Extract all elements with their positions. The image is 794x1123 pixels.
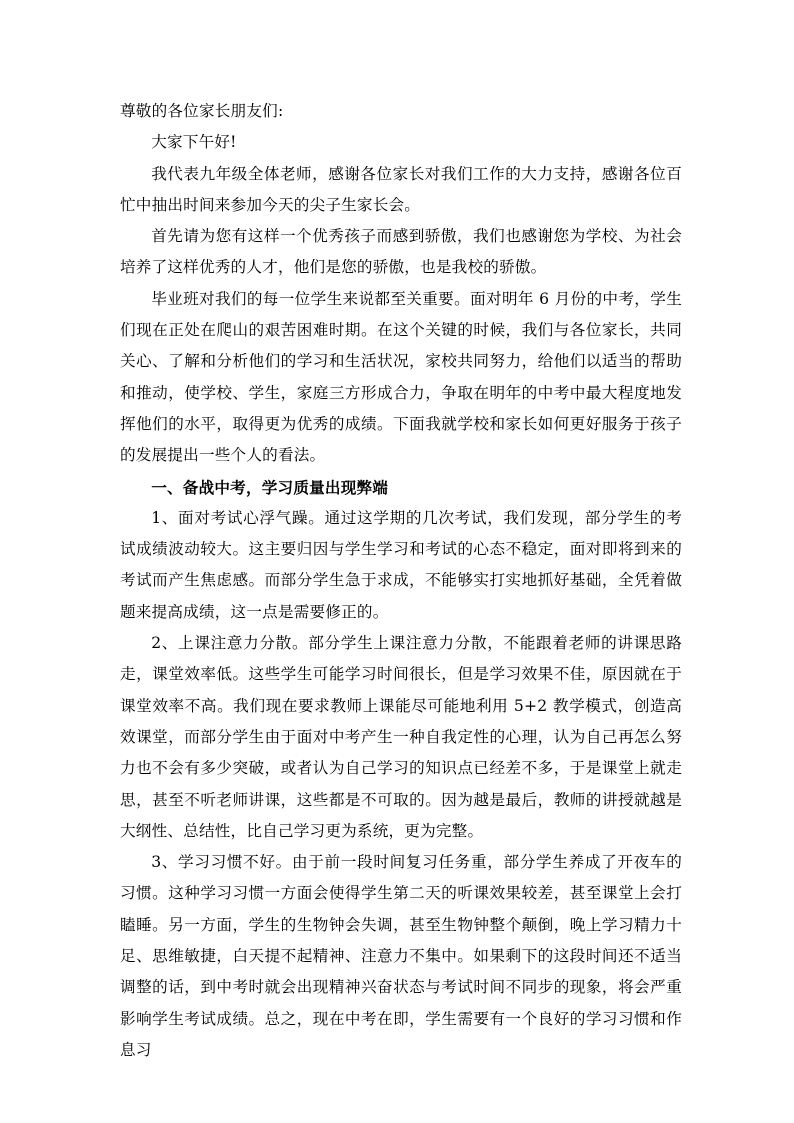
paragraph-graduating-class: 毕业班对我们的每一位学生来说都至关重要。面对明年 6 月份的中考，学生们现在正处在爬山的艰苦困难时期。在这个关键的时候，我们与各位家长，共同关心、了解和分析他们的学习和生活状况，家校共同努力，给他们以适当的帮助和推动，使学校、学生，家庭三方形成合力，争取在明年的中考中最大程度地发挥他们的水平，取得更为优秀的成绩。下面我就学校和家长如何更好服务于孩子的发展提出一些个人的看法。: [120, 289, 682, 465]
paragraph-thanks: 我代表九年级全体老师，感谢各位家长对我们工作的大力支持，感谢各位百忙中抽出时间来参加今天的尖子生家长会。: [120, 164, 682, 214]
greeting: 大家下午好!: [151, 133, 237, 152]
salutation: 尊敬的各位家长朋友们:: [120, 102, 284, 120]
point-2: 2、上课注意力分散。部分学生上课注意力分散，不能跟着老师的讲课思路走，课堂效率低。这些学生可能学习时间很长，但是学习效果不佳，原因就在于课堂效率不高。我们现在要求教师上课能尽可能地利用 5+2 教学模式，创造高效课堂，而部分学生由于面对中考产生一种自我定性的心理，认为自己再怎么努力也不会有多少突破，或者认为自己学习的知识点已经差不多，于是课堂上就走思，甚至不听老师讲课，这些都是不可取的。因为越是最后，教师的讲授就越是大纲性、总结性，比自己学习更为系统，更为完整。: [120, 634, 682, 840]
section-heading: 一、备战中考，学习质量出现弊端: [151, 477, 389, 497]
paragraph-pride: 首先请为您有这样一个优秀孩子而感到骄傲，我们也感谢您为学校、为社会培养了这样优秀的人才，他们是您的骄傲，也是我校的骄傲。: [120, 227, 682, 277]
letter-body: [120, 96, 682, 1066]
point-3: 3、学习习惯不好。由于前一段时间复习任务重，部分学生养成了开夜车的习惯。这种学习习惯一方面会使得学生第二天的听课效果较差，甚至课堂上会打瞌睡。另一方面，学生的生物钟会失调，甚至生物钟整个颠倒，晚上学习精力十足、思维敏捷，白天提不起精神、注意力不集中。如果剩下的这段时间还不适当调整的话，到中考时就会出现精神兴奋状态与考试时间不同步的现象，将会严重影响学生考试成绩。总之，现在中考在即，学生需要有一个良好的学习习惯和作息习: [120, 853, 682, 1059]
point-1: 1、面对考试心浮气躁。通过这学期的几次考试，我们发现，部分学生的考试成绩波动较大。这主要归因与学生学习和考试的心态不稳定，面对即将到来的考试而产生焦虑感。而部分学生急于求成，不能够实打实地抓好基础，全凭着做题来提高成绩，这一点是需要修正的。: [120, 508, 682, 621]
